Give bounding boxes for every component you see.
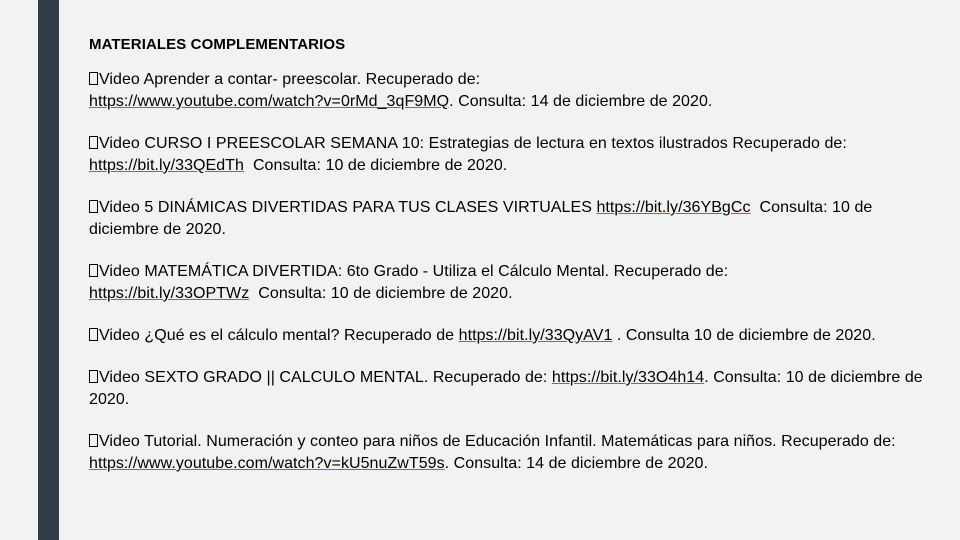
entry-link[interactable]: https://bit.ly/33O4h14: [551, 369, 705, 386]
entry-consulta: . Consulta 10 de diciembre de 2020.: [616, 327, 876, 344]
entry-text: Video 5 DINÁMICAS DIVERTIDAS PARA TUS CLASES VIRTUALES: [99, 199, 592, 216]
entry-link[interactable]: https://bit.ly/33OPTWz: [89, 285, 250, 302]
entry-consulta: . Consulta: 14 de diciembre de 2020.: [444, 455, 708, 472]
entry-consulta: Consulta: 10 de diciembre de 2020.: [258, 285, 513, 302]
entry-consulta: . Consulta: 14 de diciembre de 2020.: [449, 93, 713, 110]
sidebar-accent-bar: [38, 0, 59, 540]
bullet-icon: [89, 370, 98, 383]
bullet-icon: [89, 264, 98, 277]
entry-link[interactable]: https://bit.ly/33QyAV1: [458, 327, 613, 344]
reference-entry: [89, 133, 929, 177]
entry-link[interactable]: https://bit.ly/36YBgCc: [596, 199, 751, 216]
entry-text: Video Aprender a contar- preescolar. Recuperado de:: [99, 71, 481, 88]
entry-link[interactable]: https://bit.ly/33QEdTh: [89, 157, 244, 174]
entry-text: Video MATEMÁTICA DIVERTIDA: 6to Grado - Utiliza el Cálculo Mental. Recuperado de:: [99, 263, 729, 280]
bullet-icon: [89, 328, 98, 341]
reference-entry: [89, 261, 929, 305]
slide-content: [89, 36, 929, 495]
entry-link[interactable]: https://www.youtube.com/watch?v=kU5nuZwT59s: [89, 455, 445, 472]
entry-text: Video SEXTO GRADO || CALCULO MENTAL. Recuperado de:: [99, 369, 548, 386]
entry-text: Video ¿Qué es el cálculo mental? Recuperado de: [99, 327, 455, 344]
bullet-icon: [89, 72, 98, 85]
slide-title: MATERIALES COMPLEMENTARIOS: [89, 36, 346, 53]
reference-entry: [89, 431, 929, 475]
bullet-icon: [89, 200, 98, 213]
entry-consulta: Consulta: 10 de diciembre de 2020.: [89, 199, 873, 238]
entry-text: Video Tutorial. Numeración y conteo para niños de Educación Infantil. Matemáticas para niños. Recuperado de:: [99, 433, 896, 450]
entry-consulta: . Consulta: 10 de diciembre de 2020.: [89, 369, 923, 408]
bullet-icon: [89, 136, 98, 149]
entry-link[interactable]: https://www.youtube.com/watch?v=0rMd_3qF9MQ: [89, 93, 450, 110]
reference-entry: [89, 367, 929, 411]
entry-consulta: Consulta: 10 de diciembre de 2020.: [252, 157, 508, 174]
reference-entry: [89, 69, 929, 113]
entry-text: Video CURSO I PREESCOLAR SEMANA 10: Estrategias de lectura en textos ilustrados Recuperado de:: [99, 135, 847, 152]
reference-entry: [89, 197, 929, 241]
reference-entry: [89, 325, 929, 347]
bullet-icon: [89, 434, 98, 447]
